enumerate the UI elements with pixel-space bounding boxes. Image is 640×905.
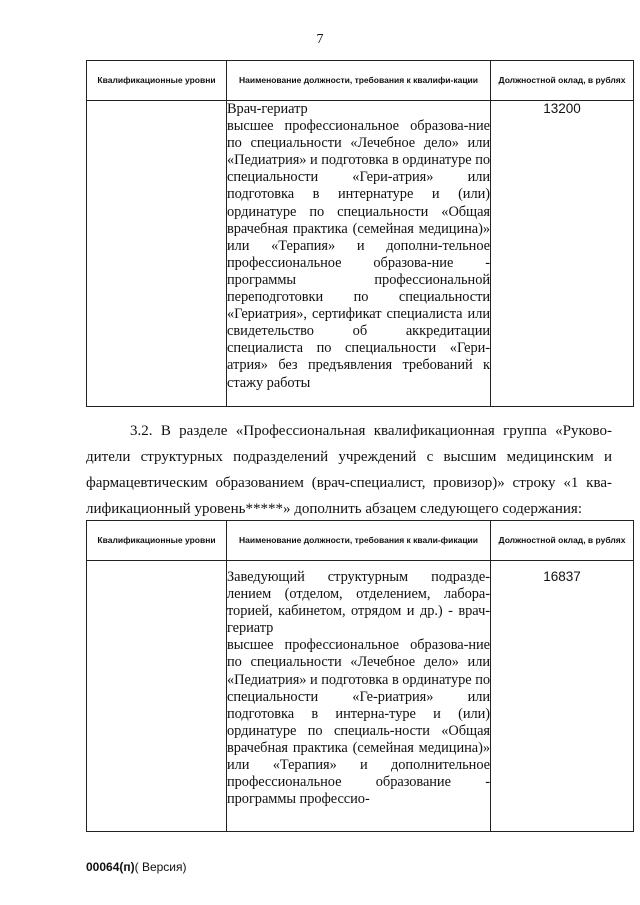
position-description-cell: Заведующий структурным подразде-лением (отделом, отделением, лабора-торией, кабинетом, отрядом и др.) - врач-гериатр высшее профессиональное образова-ние по специальности «Лечебное дело» или «Педиатрия» и подготовка в ординатуре по специальности «Ге-риатрия» или подготовка в интерна-туре и (или) ординатуре по специаль-ности «Общая врачебная практика (семейная медицина)» или «Терапия» и дополнительное профессиональное образование - программы профессио-: [227, 561, 491, 832]
header-salary: Должностной оклад, в рублях: [491, 521, 634, 561]
header-qualification-levels: Квалификационные уровни: [87, 61, 227, 101]
header-position-requirements: Наименование должности, требования к квалифи-кации: [227, 61, 491, 101]
header-qualification-levels: Квалификационные уровни: [87, 521, 227, 561]
header-salary: Должностной оклад, в рублях: [491, 61, 634, 101]
amendment-paragraph: [86, 418, 612, 522]
table-header-row: [87, 521, 634, 561]
document-footer: [86, 860, 187, 874]
salary-cell: 16837: [491, 561, 634, 832]
qualification-table-2: [86, 520, 634, 832]
table-row: [87, 101, 634, 407]
header-position-requirements: Наименование должности, требования к квали-фикации: [227, 521, 491, 561]
qualification-level-cell: [87, 101, 227, 407]
page-number: 7: [316, 32, 324, 47]
position-description-cell: Врач-гериатр высшее профессиональное образова-ние по специальности «Лечебное дело» или «Педиатрия» и подготовка в ординатуре по специальности «Гери-атрия» или подготовка в интернатуре и (или) ординатуре по специальности «Общая врачебная практика (семейная медицина)» или «Терапия» и дополни-тельное профессиональное образова-ние - программы профессиональной переподготовки по специальности «Гериатрия», сертификат специалиста или свидетельство об аккредитации специалиста по специальности «Гери-атрия» без предъявления требований к стажу работы: [227, 101, 491, 407]
paragraph-text: 3.2. В разделе «Профессиональная квалификационная группа «Руково-дители структурных подразделений учреждений с высшим медицинским и фармацевтическим образованием (врач-специалист, провизор)» строку «1 ква-лификационный уровень*****» дополнить абзацем следующего содержания:: [86, 423, 612, 517]
qualification-level-cell: [87, 561, 227, 832]
qualification-table-1: [86, 60, 634, 407]
salary-cell: 13200: [491, 101, 634, 407]
table-header-row: [87, 61, 634, 101]
document-code: 00064(п): [86, 860, 135, 874]
table-row: [87, 561, 634, 832]
document-version: ( Версия): [134, 860, 187, 874]
